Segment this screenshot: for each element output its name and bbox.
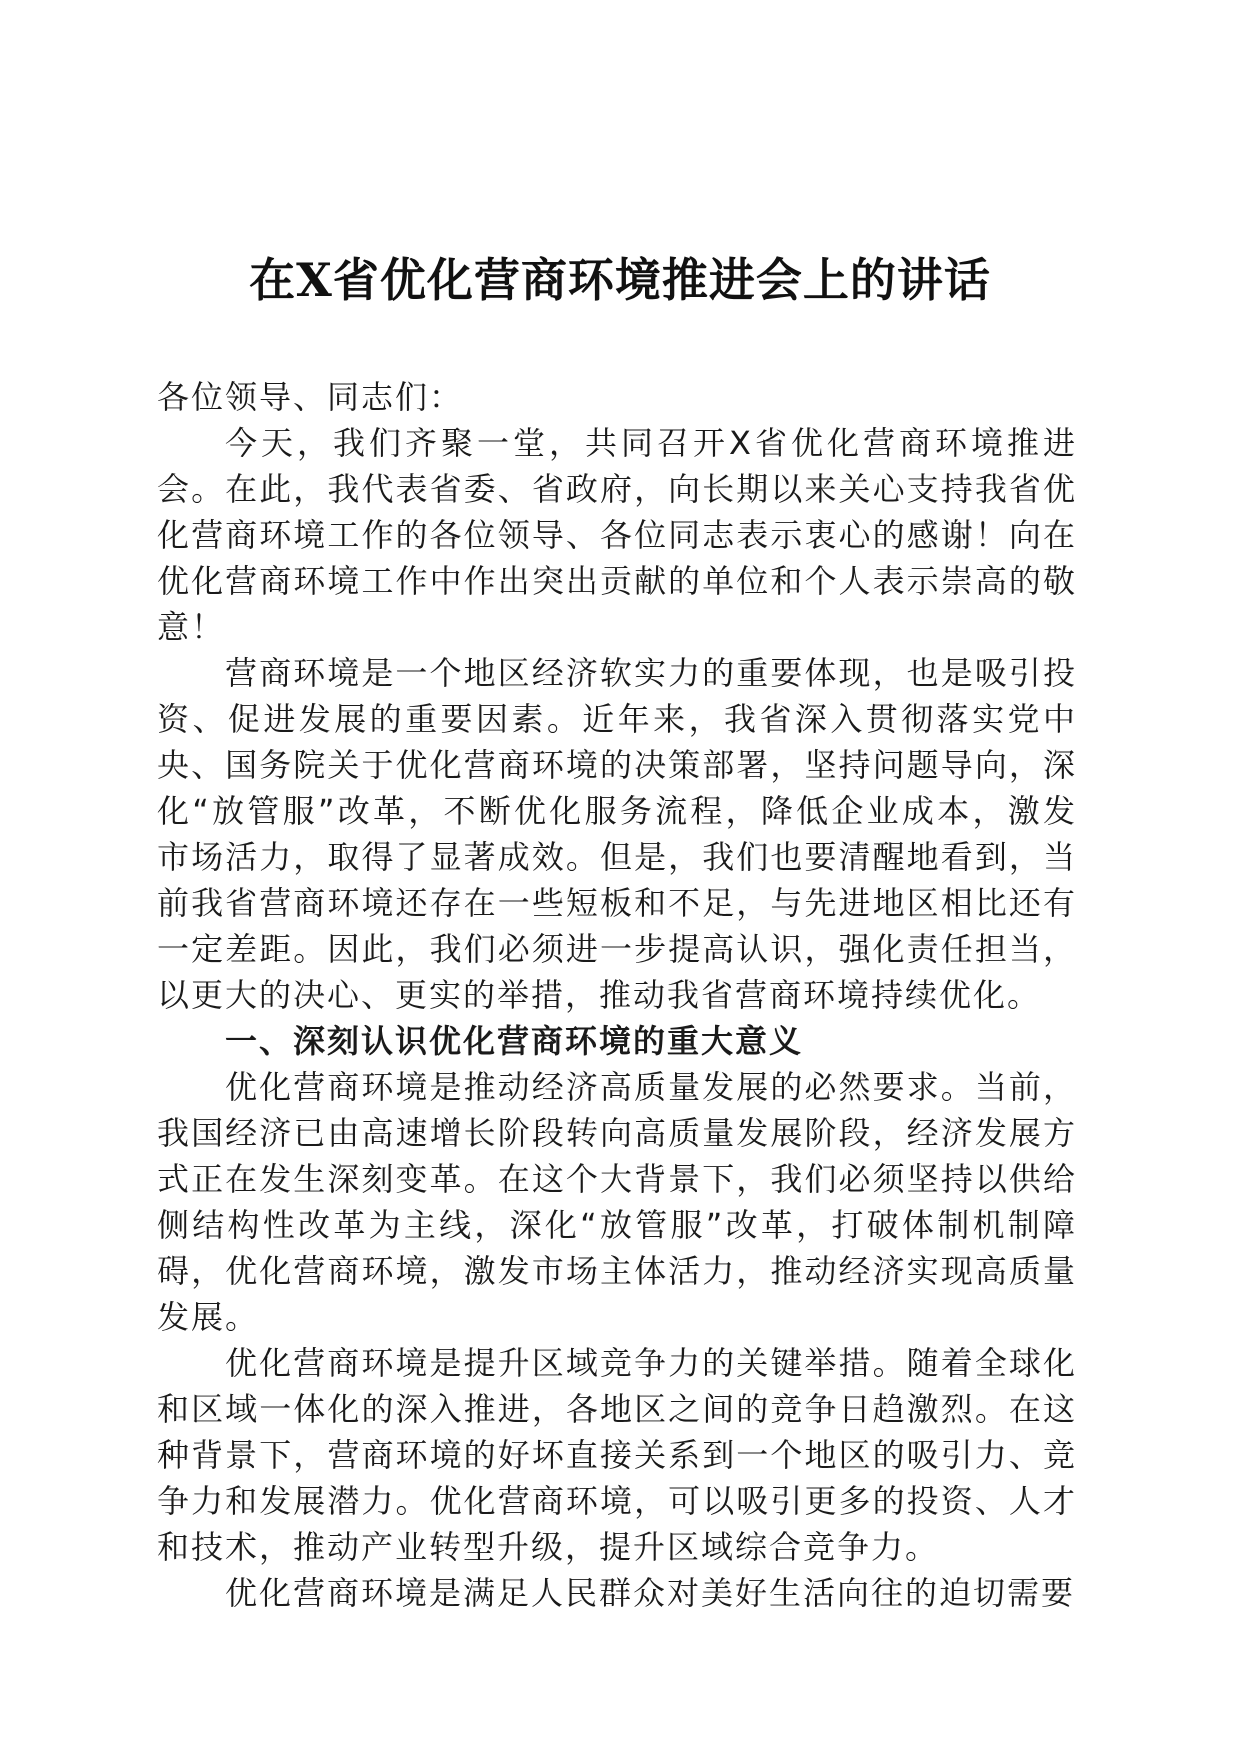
paragraph-context: 营商环境是一个地区经济软实力的重要体现，也是吸引投资、促进发展的重要因素。近年来，我省深入贯彻落实党中央、国务院关于优化营商环境的决策部署，坚持问题导向，深化“放管服”改革，不断优化服务流程，降低企业成本，激发市场活力，取得了显著成效。但是，我们也要清醒地看到，当前我省营商环境还存在一些短板和不足，与先进地区相比还有一定差距。因此，我们必须进一步提高认识，强化责任担当，以更大的决心、更实的举措，推动我省营商环境持续优化。 — [157, 654, 1077, 1014]
paragraph-section-2: 优化营商环境是提升区域竞争力的关键举措。随着全球化和区域一体化的深入推进，各地区之间的竞争日趋激烈。在这种背景下，营商环境的好坏直接关系到一个地区的吸引力、竞争力和发展潜力。优化营商环境，可以吸引更多的投资、人才和技术，推动产业转型升级，提升区域综合竞争力。 — [157, 1344, 1077, 1566]
paragraph-section-3: 优化营商环境是满足人民群众对美好生活向往的迫切需要 — [225, 1574, 1076, 1612]
document-body — [157, 374, 1077, 1616]
salutation: 各位领导、同志们： — [157, 378, 464, 416]
section-heading: 一、深刻认识优化营商环境的重大意义 — [225, 1022, 804, 1060]
paragraph-section-1: 优化营商环境是推动经济高质量发展的必然要求。当前，我国经济已由高速增长阶段转向高质量发展阶段，经济发展方式正在发生深刻变革。在这个大背景下，我们必须坚持以供给侧结构性改革为主线，深化“放管服”改革，打破体制机制障碍，优化营商环境，激发市场主体活力，推动经济实现高质量发展。 — [157, 1068, 1077, 1336]
document-title: 在X省优化营商环境推进会上的讲话 — [249, 253, 991, 307]
paragraph-opening: 今天，我们齐聚一堂，共同召开X省优化营商环境推进会。在此，我代表省委、省政府，向长期以来关心支持我省优化营商环境工作的各位领导、各位同志表示衷心的感谢！向在优化营商环境工作中作出突出贡献的单位和个人表示崇高的敬意！ — [157, 424, 1077, 646]
